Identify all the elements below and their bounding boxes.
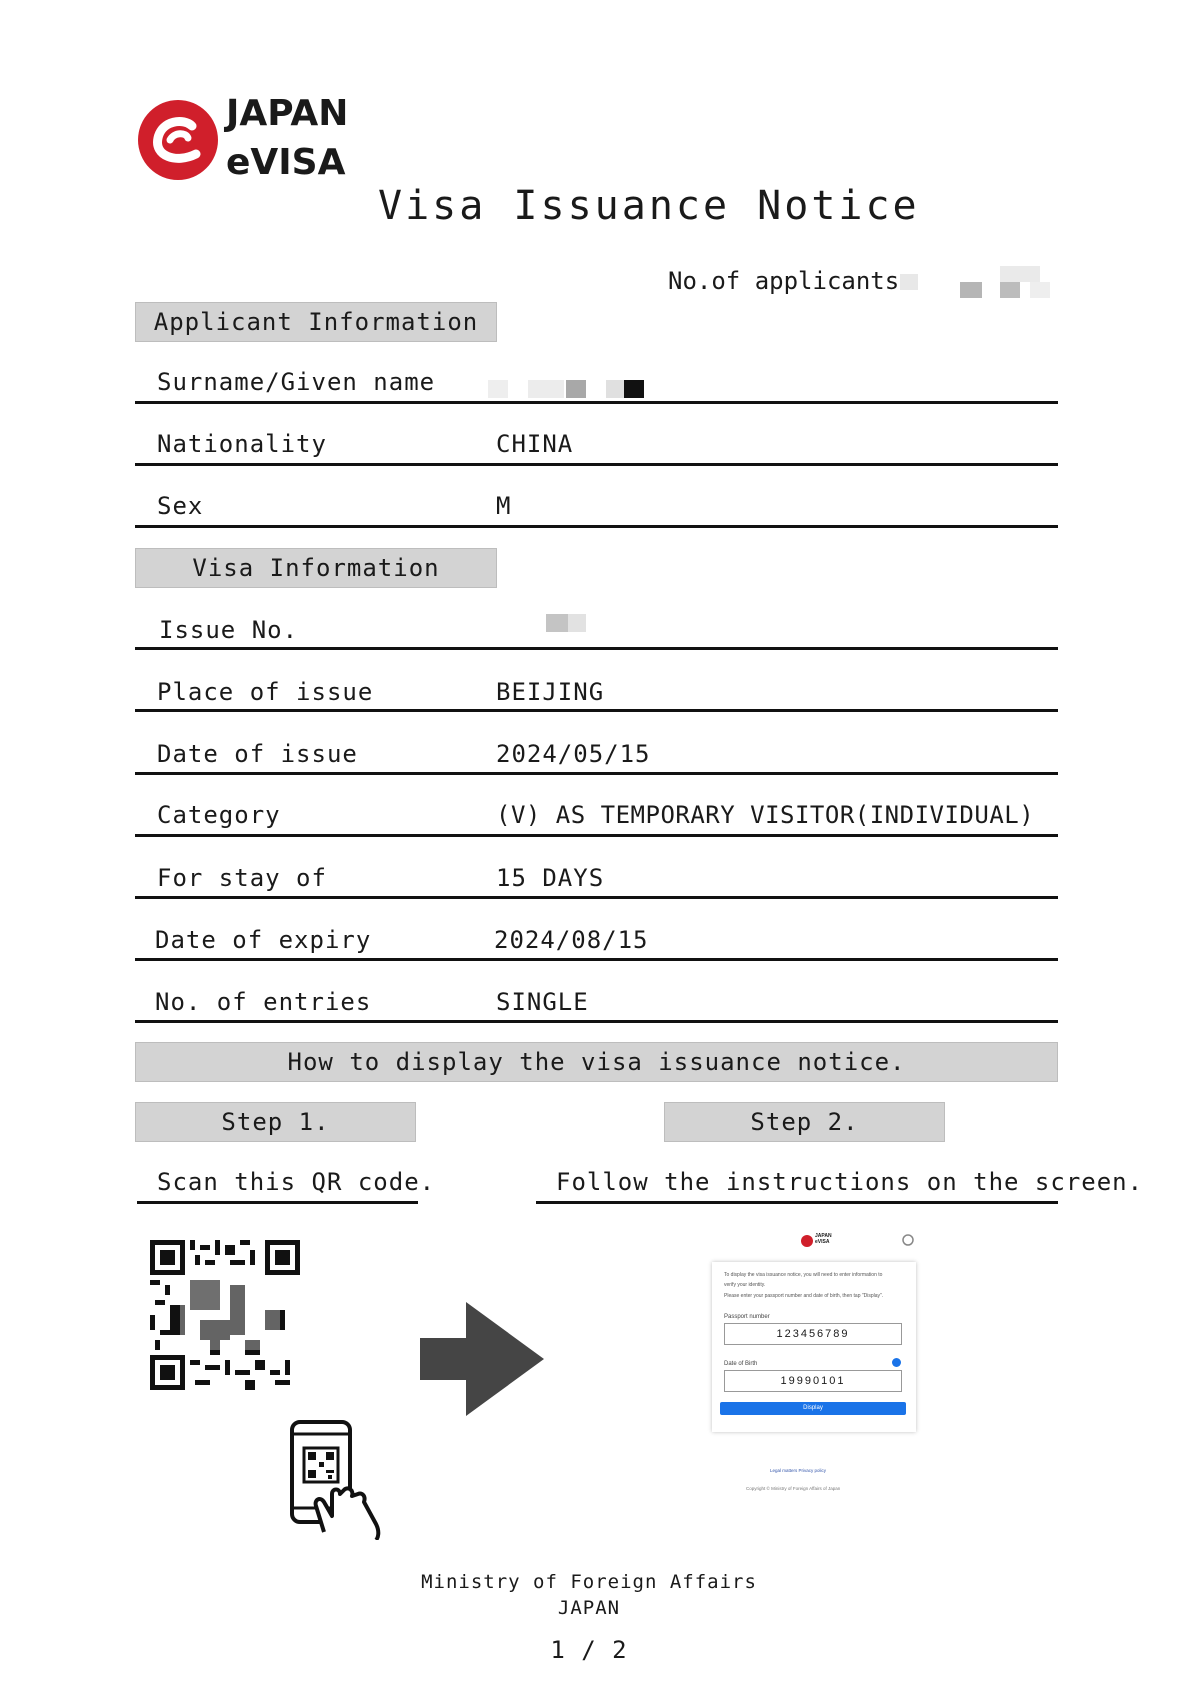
page-title: Visa Issuance Notice <box>378 183 920 229</box>
arrow-right-icon <box>420 1302 544 1416</box>
divider <box>135 401 1058 404</box>
place-of-issue-value: BEIJING <box>496 678 605 706</box>
date-of-expiry-label: Date of expiry <box>155 926 372 954</box>
screen-mockup <box>708 1232 920 1522</box>
screen-intro-line1: To display the visa issuance notice, you will need to enter information to <box>724 1272 883 1278</box>
nationality-value: CHINA <box>496 430 574 458</box>
divider <box>135 834 1058 837</box>
category-value: (V) AS TEMPORARY VISITOR(INDIVIDUAL) <box>496 801 1035 829</box>
step2-text: Follow the instructions on the screen. <box>556 1168 1144 1196</box>
divider <box>137 1201 418 1204</box>
nationality-label: Nationality <box>157 430 327 458</box>
entries-label: No. of entries <box>155 988 372 1016</box>
divider <box>135 463 1058 466</box>
evisa-logo-icon <box>136 98 220 182</box>
screen-intro-line2: verify your identity. <box>724 1282 766 1288</box>
logo-line1: JAPAN <box>226 93 349 134</box>
passport-number-label: Passport number <box>724 1314 770 1320</box>
section-visa-info: Visa Information <box>135 548 497 588</box>
redacted-applicants <box>880 262 1060 300</box>
screen-logo-line1: JAPAN <box>815 1233 832 1239</box>
stay-label: For stay of <box>157 864 327 892</box>
screen-card <box>712 1262 916 1432</box>
divider <box>135 896 1058 899</box>
divider <box>135 1020 1058 1023</box>
divider <box>135 958 1058 961</box>
place-of-issue-label: Place of issue <box>157 678 374 706</box>
date-of-issue-value: 2024/05/15 <box>496 740 651 768</box>
applicants-label: No.of applicants <box>668 267 900 295</box>
date-of-issue-label: Date of issue <box>157 740 358 768</box>
screen-intro-line3: Please enter your passport number and date of birth, then tap "Display". <box>724 1293 884 1299</box>
phone-scan-icon <box>288 1420 384 1540</box>
date-of-expiry-value: 2024/08/15 <box>494 926 649 954</box>
screen-footer-links[interactable]: Legal matters Privacy policy <box>770 1468 827 1473</box>
footer-ministry: Ministry of Foreign Affairs <box>421 1571 757 1593</box>
section-howto: How to display the visa issuance notice. <box>135 1042 1058 1082</box>
divider <box>135 772 1058 775</box>
display-button[interactable]: Display <box>720 1402 906 1415</box>
date-of-birth-label: Date of Birth <box>724 1361 758 1367</box>
issue-no-label: Issue No. <box>159 616 299 644</box>
logo-line2: eVISA <box>226 142 346 183</box>
screen-logo-line2: eVISA <box>815 1239 830 1245</box>
section-applicant-info: Applicant Information <box>135 302 497 342</box>
screen-copyright: Copyright © Ministry of Foreign Affairs of Japan <box>746 1486 841 1491</box>
date-of-birth-input[interactable]: 19990101 <box>724 1370 902 1392</box>
stay-value: 15 DAYS <box>496 864 605 892</box>
redacted-surname <box>488 376 648 400</box>
sex-value: M <box>496 492 512 520</box>
divider <box>536 1201 1058 1204</box>
screen-logo-icon <box>800 1234 814 1248</box>
qr-code-icon[interactable] <box>150 1240 300 1390</box>
globe-icon[interactable] <box>902 1234 914 1246</box>
footer-country: JAPAN <box>557 1597 621 1619</box>
divider <box>135 525 1058 528</box>
sex-label: Sex <box>157 492 204 520</box>
entries-value: SINGLE <box>496 988 589 1016</box>
step2-badge: Step 2. <box>664 1102 945 1142</box>
page-number: 1 / 2 <box>550 1636 628 1664</box>
divider <box>135 647 1058 650</box>
step1-badge: Step 1. <box>135 1102 416 1142</box>
step1-text: Scan this QR code. <box>157 1168 436 1196</box>
category-label: Category <box>157 801 281 829</box>
passport-number-input[interactable]: 123456789 <box>724 1323 902 1345</box>
surname-label: Surname/Given name <box>157 368 436 396</box>
redacted-issue-no <box>540 612 620 636</box>
divider <box>135 709 1058 712</box>
help-icon[interactable] <box>892 1358 901 1367</box>
